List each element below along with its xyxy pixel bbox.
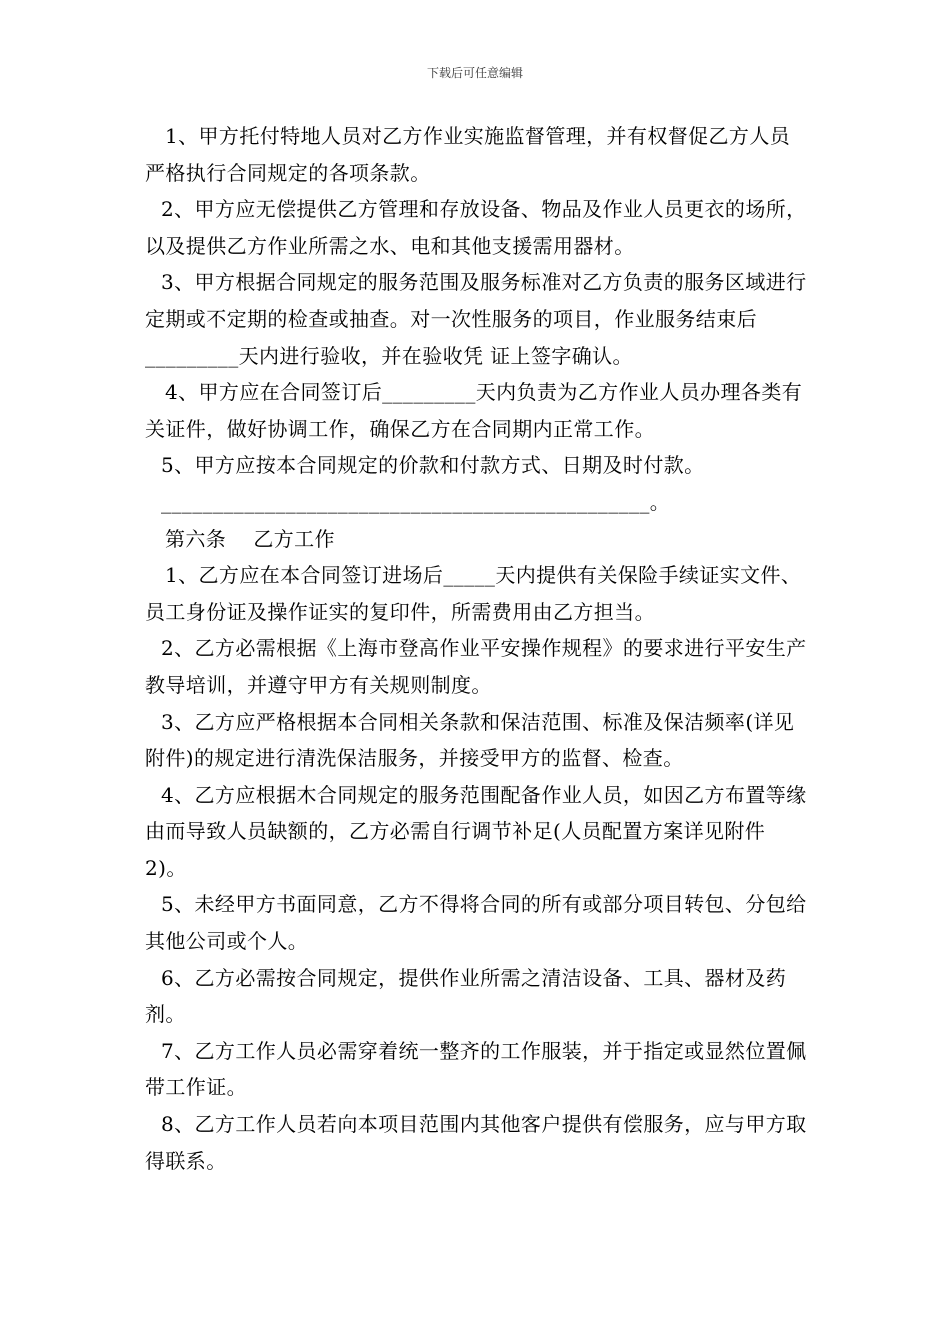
page-header: 下载后可任意编辑 <box>426 66 523 80</box>
paragraph <box>145 886 807 959</box>
paragraph <box>145 630 807 703</box>
paragraph-text: 5、未经甲方书面同意，乙方不得将合同的所有或部分项目转包、分包给其他公司或个人。 <box>145 892 807 954</box>
paragraph-text: 4、乙方应根据木合同规定的服务范围配备作业人员，如因乙方布置等缘由而导致人员缺额的，乙方必需自行调节补足(人员配置方案详见附件 2)。 <box>145 782 807 880</box>
paragraph-text: _______________________________________________。 <box>161 489 671 514</box>
document-body <box>145 118 807 1179</box>
paragraph <box>145 704 807 777</box>
paragraph-text: 3、乙方应严格根据本合同相关条款和保洁范围、标准及保洁频率(详见附件)的规定进行清洗保洁服务，并接受甲方的监督、检查。 <box>145 709 795 771</box>
blank-line <box>145 484 807 521</box>
paragraph-text: 1、乙方应在本合同签订进场后_____天内提供有关保险手续证实文件、员工身份证及操作证实的复印件，所需费用由乙方担当。 <box>145 563 802 624</box>
paragraph <box>145 777 807 887</box>
paragraph <box>145 264 807 374</box>
paragraph-text: 5、甲方应按本合同规定的价款和付款方式、日期及时付款。 <box>161 453 705 478</box>
paragraph-text: 7、乙方工作人员必需穿着统一整齐的工作服装，并于指定或显然位置佩带工作证。 <box>145 1038 807 1100</box>
paragraph <box>145 960 807 1033</box>
paragraph-text: 3、甲方根据合同规定的服务范围及服务标准对乙方负责的服务区域进行定期或不定期的检查或抽查。对一次性服务的项目，作业服务结束后_________天内进行验收，并在验收凭 证上签字确认。 <box>145 270 807 368</box>
paragraph <box>145 447 807 484</box>
paragraph <box>145 1106 807 1179</box>
paragraph-text: 第六条 乙方工作 <box>165 526 335 551</box>
section-heading <box>145 521 807 558</box>
paragraph-text: 1、甲方托付特地人员对乙方作业实施监督管理，并有权督促乙方人员严格执行合同规定的各项条款。 <box>145 124 791 185</box>
paragraph <box>145 191 807 264</box>
paragraph <box>145 1033 807 1106</box>
paragraph-text: 8、乙方工作人员若向本项目范围内其他客户提供有偿服务，应与甲方取得联系。 <box>145 1112 807 1173</box>
paragraph-text: 4、甲方应在合同签订后_________天内负责为乙方作业人员办理各类有关证件，做好协调工作，确保乙方在合同期内正常工作。 <box>145 380 803 441</box>
paragraph-text: 6、乙方必需按合同规定，提供作业所需之清洁设备、工具、器材及药剂。 <box>145 965 787 1027</box>
paragraph-text: 2、甲方应无偿提供乙方管理和存放设备、物品及作业人员更衣的场所，以及提供乙方作业所需之水、电和其他支援需用器材。 <box>145 197 807 258</box>
paragraph <box>145 374 807 447</box>
paragraph-text: 2、乙方必需根据《上海市登高作业平安操作规程》的要求进行平安生产教导培训，并遵守甲方有关规则制度。 <box>145 636 807 697</box>
paragraph <box>145 557 807 630</box>
paragraph <box>145 118 807 191</box>
